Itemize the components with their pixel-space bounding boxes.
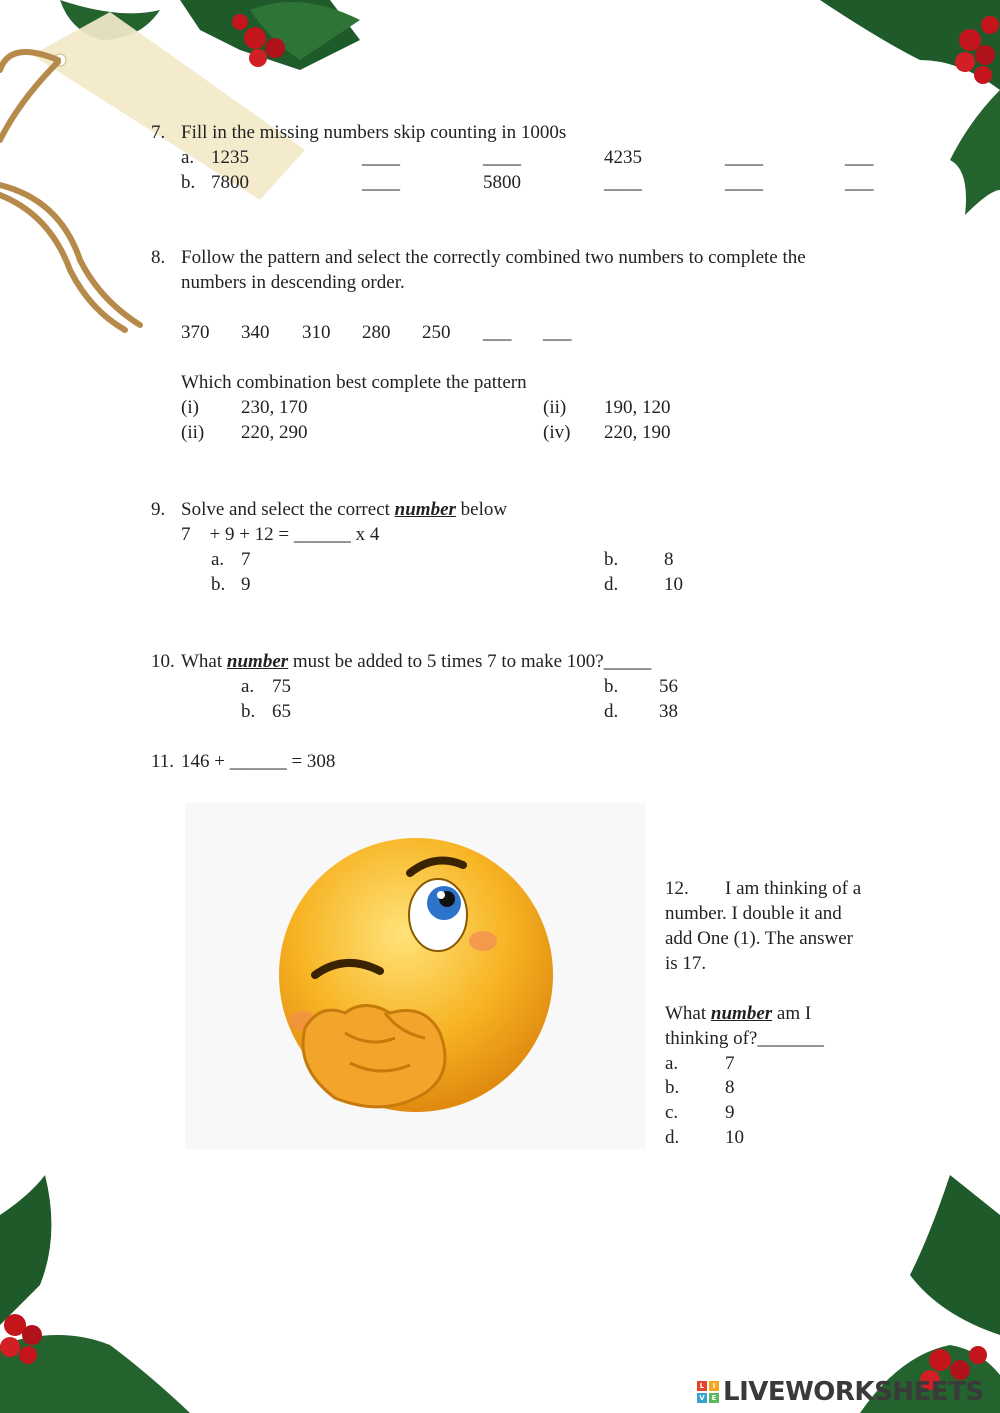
option-label: d. <box>665 1127 680 1148</box>
option-label: a. <box>241 676 255 697</box>
answer-blank[interactable]: ___ <box>845 147 874 168</box>
option-value: 56 <box>659 676 678 697</box>
answer-blank[interactable]: ___ <box>845 172 874 193</box>
holly-top-right-decoration <box>800 0 1000 230</box>
option-value: 220, 190 <box>604 422 671 443</box>
option-label: c. <box>665 1102 679 1123</box>
answer-blank[interactable]: ____ <box>604 172 642 193</box>
question-text: Follow the pattern and select the correctly combined two numbers to complete the <box>181 247 806 268</box>
sequence-number: 310 <box>302 322 331 343</box>
question-number: 11. <box>151 751 175 772</box>
answer-blank[interactable]: ____ <box>725 172 763 193</box>
question-text[interactable]: 146 + ______ = 308 <box>181 751 336 772</box>
option-value: 9 <box>241 574 251 595</box>
option-value: 10 <box>725 1127 744 1148</box>
option-value: 38 <box>659 701 678 722</box>
logo-mark-icon: L I V E <box>697 1381 719 1403</box>
question-number: 7. <box>151 122 166 143</box>
option-label: b. <box>665 1077 680 1098</box>
sequence-number: 340 <box>241 322 270 343</box>
row-label: a. <box>181 147 195 168</box>
given-number: 1235 <box>211 147 249 168</box>
option-label: (ii) <box>543 397 567 418</box>
question-text: Solve and select the correct number below <box>181 499 508 520</box>
question-text: number. I double it and <box>665 903 842 924</box>
option-label: (i) <box>181 397 199 418</box>
option-value: 230, 170 <box>241 397 308 418</box>
question-number: 12. <box>665 878 689 899</box>
option-label: (ii) <box>181 422 205 443</box>
sequence-number: 280 <box>362 322 391 343</box>
option-label: b. <box>211 574 226 595</box>
answer-blank[interactable]: ____ <box>362 147 400 168</box>
option-value: 220, 290 <box>241 422 308 443</box>
option-value: 7 <box>725 1053 735 1074</box>
option-value: 190, 120 <box>604 397 671 418</box>
holly-bottom-left-decoration <box>0 1175 200 1413</box>
question-number: 10. <box>151 651 175 672</box>
option-value: 10 <box>664 574 683 595</box>
question-text: add One (1). The answer <box>665 928 853 949</box>
question-text: is 17. <box>665 953 707 974</box>
option-label: b. <box>604 549 619 570</box>
option-label: d. <box>604 574 619 595</box>
sequence-number: 370 <box>181 322 210 343</box>
option-label: a. <box>211 549 225 570</box>
option-label: b. <box>241 701 256 722</box>
option-value: 7 <box>241 549 251 570</box>
liveworksheets-logo[interactable] <box>697 1376 984 1408</box>
question-prompt: Which combination best complete the pattern <box>181 372 527 393</box>
option-label: b. <box>604 676 619 697</box>
option-value: 8 <box>664 549 674 570</box>
question-number: 8. <box>151 247 166 268</box>
keyword-number: number <box>226 651 289 672</box>
option-label: (iv) <box>543 422 571 443</box>
answer-blank[interactable]: ___ <box>543 322 572 343</box>
keyword-number: number <box>710 1003 773 1024</box>
answer-blank[interactable]: ____ <box>483 147 521 168</box>
given-number: 4235 <box>604 147 642 168</box>
option-value: 65 <box>272 701 291 722</box>
question-ask: What number am I <box>665 1003 812 1024</box>
thinking-emoji-image <box>185 803 646 1149</box>
option-value: 75 <box>272 676 291 697</box>
option-label: a. <box>665 1053 679 1074</box>
question-number: 9. <box>151 499 166 520</box>
question-ask-line2[interactable]: thinking of?_______ <box>665 1028 824 1049</box>
sequence-number: 250 <box>422 322 451 343</box>
answer-blank[interactable]: ___ <box>483 322 512 343</box>
keyword-number: number <box>394 499 456 520</box>
given-number: 5800 <box>483 172 521 193</box>
question-text: numbers in descending order. <box>181 272 405 293</box>
option-value: 8 <box>725 1077 735 1098</box>
row-label: b. <box>181 172 196 193</box>
option-label: d. <box>604 701 619 722</box>
question-text: Fill in the missing numbers skip counting in 1000s <box>181 122 567 143</box>
given-number: 7800 <box>211 172 249 193</box>
question-text: I am thinking of a <box>725 878 862 899</box>
option-value: 9 <box>725 1102 735 1123</box>
equation: 7 + 9 + 12 = ______ x 4 <box>181 524 380 545</box>
logo-text: LIVEWORKSHEETS <box>723 1377 984 1407</box>
answer-blank[interactable]: ____ <box>725 147 763 168</box>
answer-blank[interactable]: ____ <box>362 172 400 193</box>
question-text: What number must be added to 5 times 7 to make 100?_____ <box>181 651 652 672</box>
